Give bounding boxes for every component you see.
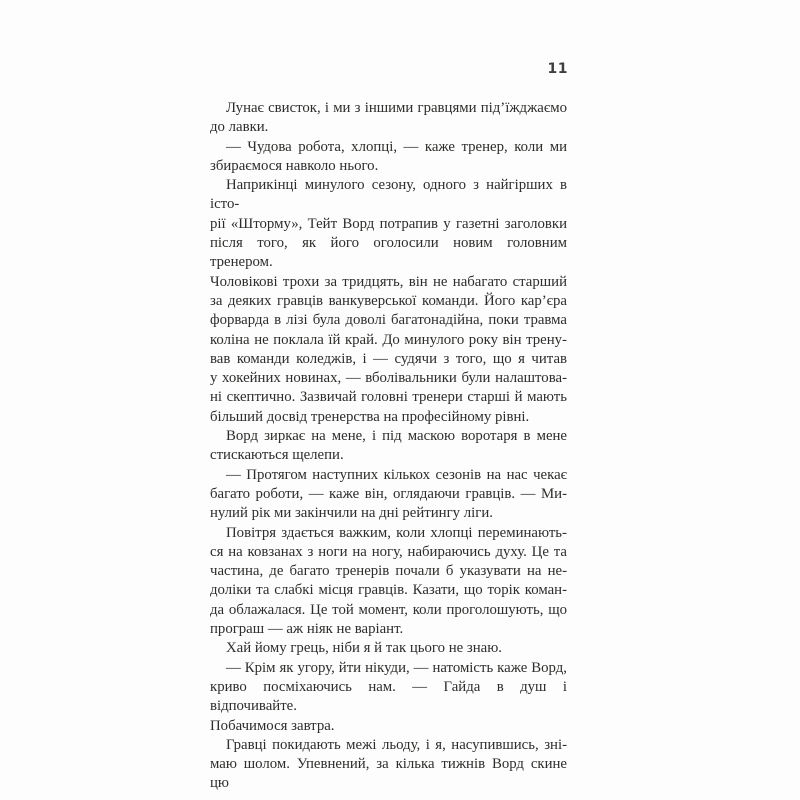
text-line: ні скептично. Зазвичай головні тренери старші й мають [210, 389, 567, 406]
text-line: у хокейних новинах, — вболівальники були налаштова- [210, 370, 567, 387]
text-line: нулий рік ми закінчили на дні рейтингу ліги. [210, 505, 493, 522]
text-line: більший досвід тренерства на професійному рівні. [210, 408, 530, 425]
text-line: криво посміхаючись нам. — Гайда в душ і відпочивайте. [210, 678, 567, 715]
text-line: Гравці покидають межі льоду, і я, насупившись, зні- [226, 736, 567, 753]
text-line: частина, де багато тренерів почали б указувати на не- [210, 563, 567, 580]
text-line: — Чудова робота, хлопці, — каже тренер, коли ми [226, 138, 567, 155]
text-line: Наприкінці минулого сезону, одного з найгірших в істо- [210, 177, 567, 213]
text-line: — Крім як угору, йти нікуди, — натомість каже Ворд, [226, 659, 567, 676]
paragraph [210, 736, 567, 794]
text-line: Повітря здається важким, коли хлопці переминають- [226, 524, 567, 541]
text-line: коліна не поклала їй край. До минулого року він трену- [210, 331, 567, 348]
text-line: програш — аж ніяк не варіант. [210, 621, 404, 638]
text-line: ся на ковзанах з ноги на ногу, набираючись духу. Це та [210, 543, 567, 560]
text-line: збираємося навколо нього. [210, 157, 379, 174]
paragraph [210, 466, 567, 524]
paragraph [210, 138, 567, 177]
text-column [210, 99, 567, 794]
paragraph [210, 99, 567, 138]
text-line: да облажалася. Це той момент, коли проголошують, що [210, 601, 567, 618]
paragraph [210, 659, 567, 736]
text-line: доліки та слабкі місця гравців. Казати, що торік коман- [210, 582, 567, 599]
text-line: Ворд зиркає на мене, і під маскою воротаря в мене [226, 428, 567, 445]
paragraph [210, 524, 567, 640]
paragraph [210, 176, 567, 427]
paragraph [210, 427, 567, 466]
text-line: Хай йому грець, ніби я й так цього не знаю. [226, 640, 503, 657]
paragraph [210, 639, 567, 658]
text-line: за деяких гравців ванкуверської команди. Його кар’єра [210, 292, 567, 309]
text-line: форварда в лізі була доволі багатонадійна, поки травма [210, 312, 567, 329]
page-number: 11 [547, 61, 568, 77]
text-line: рії «Шторму», Тейт Ворд потрапив у газетні заголовки [210, 215, 567, 232]
text-line: після того, як його оголосили новим головним тренером. [210, 235, 567, 271]
text-line: Чоловікові трохи за тридцять, він не набагато старший [210, 273, 567, 290]
text-line: вав команди коледжів, і — судячи з того, що я читав [210, 350, 567, 367]
text-line: стискаються щелепи. [210, 447, 344, 464]
text-line: маю шолом. Упевнений, за кілька тижнів Ворд скине цю [210, 756, 567, 792]
text-line: — Протягом наступних кількох сезонів на нас чекає [226, 466, 567, 483]
text-line: Побачимося завтра. [210, 717, 335, 734]
text-line: багато роботи, — каже він, оглядаючи гравців. — Ми- [210, 485, 567, 502]
text-line: до лавки. [210, 119, 269, 136]
text-line: Лунає свисток, і ми з іншими гравцями під’їжджаємо [226, 100, 567, 116]
